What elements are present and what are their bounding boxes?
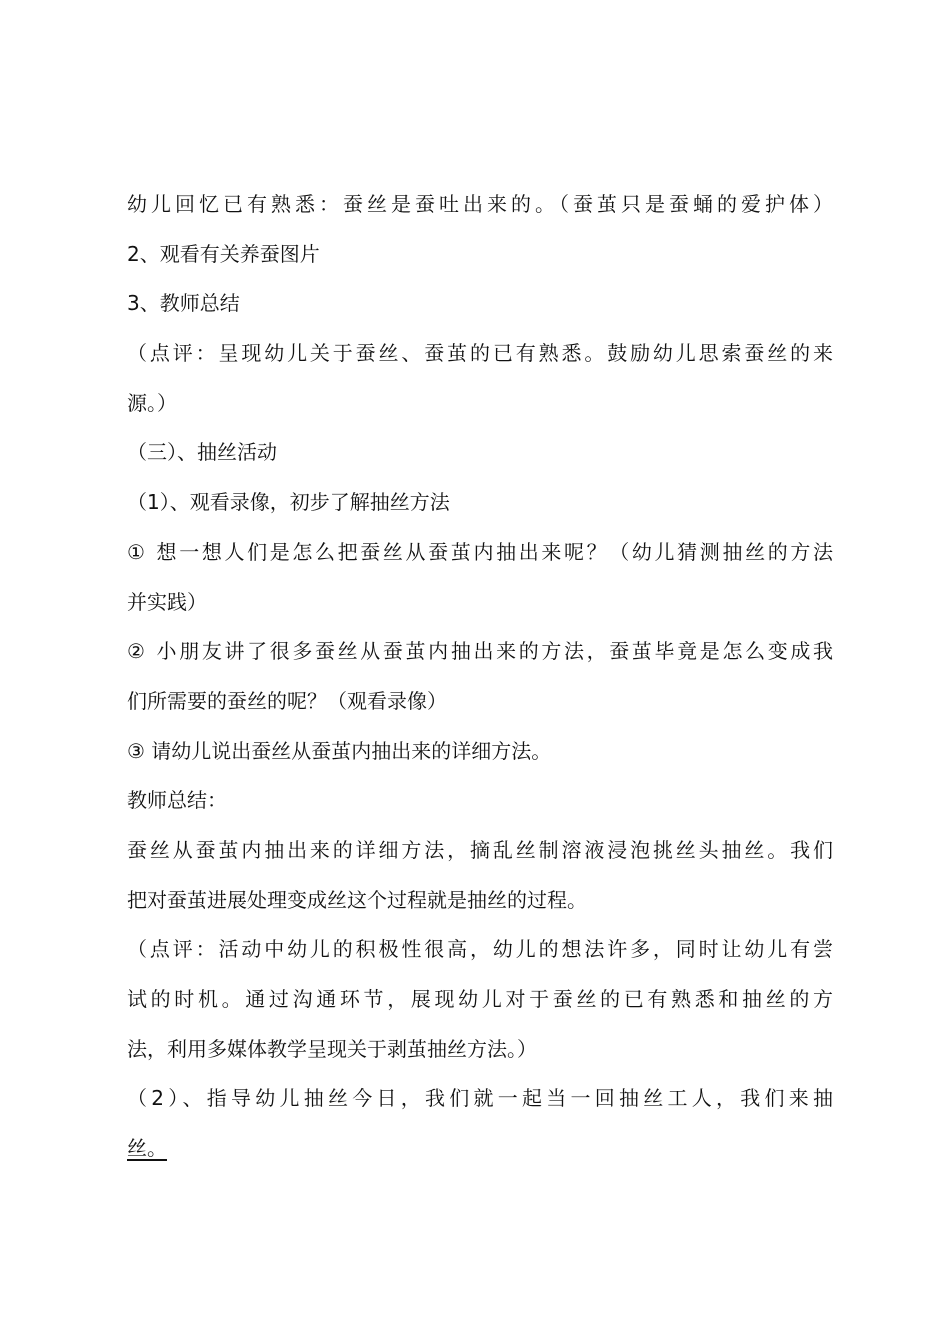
paragraph-line: ② 小朋友讲了很多蚕丝从蚕茧内抽出来的方法，蚕茧毕竟是怎么变成我 <box>127 639 833 664</box>
paragraph-line: （点评：呈现幼儿关于蚕丝、蚕茧的已有熟悉。鼓励幼儿思索蚕丝的来 <box>127 341 833 366</box>
paragraph-line: 把对蚕茧进展处理变成丝这个过程就是抽丝的过程。 <box>127 887 587 912</box>
paragraph-line: 2、观看有关养蚕图片 <box>127 241 320 266</box>
paragraph-line: ③ 请幼儿说出蚕丝从蚕茧内抽出来的详细方法。 <box>127 738 552 763</box>
paragraph-line: 法，利用多媒体教学呈现关于剥茧抽丝方法。） <box>127 1036 537 1061</box>
paragraph-line: 试的时机。通过沟通环节，展现幼儿对于蚕丝的已有熟悉和抽丝的方 <box>127 987 833 1011</box>
paragraph-line: 并实践） <box>127 589 207 614</box>
paragraph-line: 们所需要的蚕丝的呢？（观看录像） <box>127 688 447 713</box>
paragraph-line: 源。） <box>127 390 177 415</box>
paragraph-line: 3、教师总结 <box>127 291 240 316</box>
subsection-heading: （1）、观看录像，初步了解抽丝方法 <box>127 490 450 515</box>
paragraph-line: 幼儿回忆已有熟悉：蚕丝是蚕吐出来的。（蚕茧只是蚕蛹的爱护体） <box>127 192 833 216</box>
subsection-heading: （2）、指导幼儿抽丝今日，我们就一起当一回抽丝工人，我们来抽 <box>127 1086 833 1111</box>
paragraph-line: 蚕丝从蚕茧内抽出来的详细方法，摘乱丝制溶液浸泡挑丝头抽丝。我们 <box>127 837 833 862</box>
paragraph-line: 教师总结： <box>127 788 227 813</box>
document-body <box>127 180 833 1174</box>
paragraph-line: 丝。 <box>127 1136 167 1161</box>
paragraph-line: （点评：活动中幼儿的积极性很高，幼儿的想法许多，同时让幼儿有尝 <box>127 937 833 962</box>
paragraph-line: ① 想一想人们是怎么把蚕丝从蚕茧内抽出来呢？（幼儿猜测抽丝的方法 <box>127 539 833 564</box>
section-heading: （三）、抽丝活动 <box>127 440 277 465</box>
